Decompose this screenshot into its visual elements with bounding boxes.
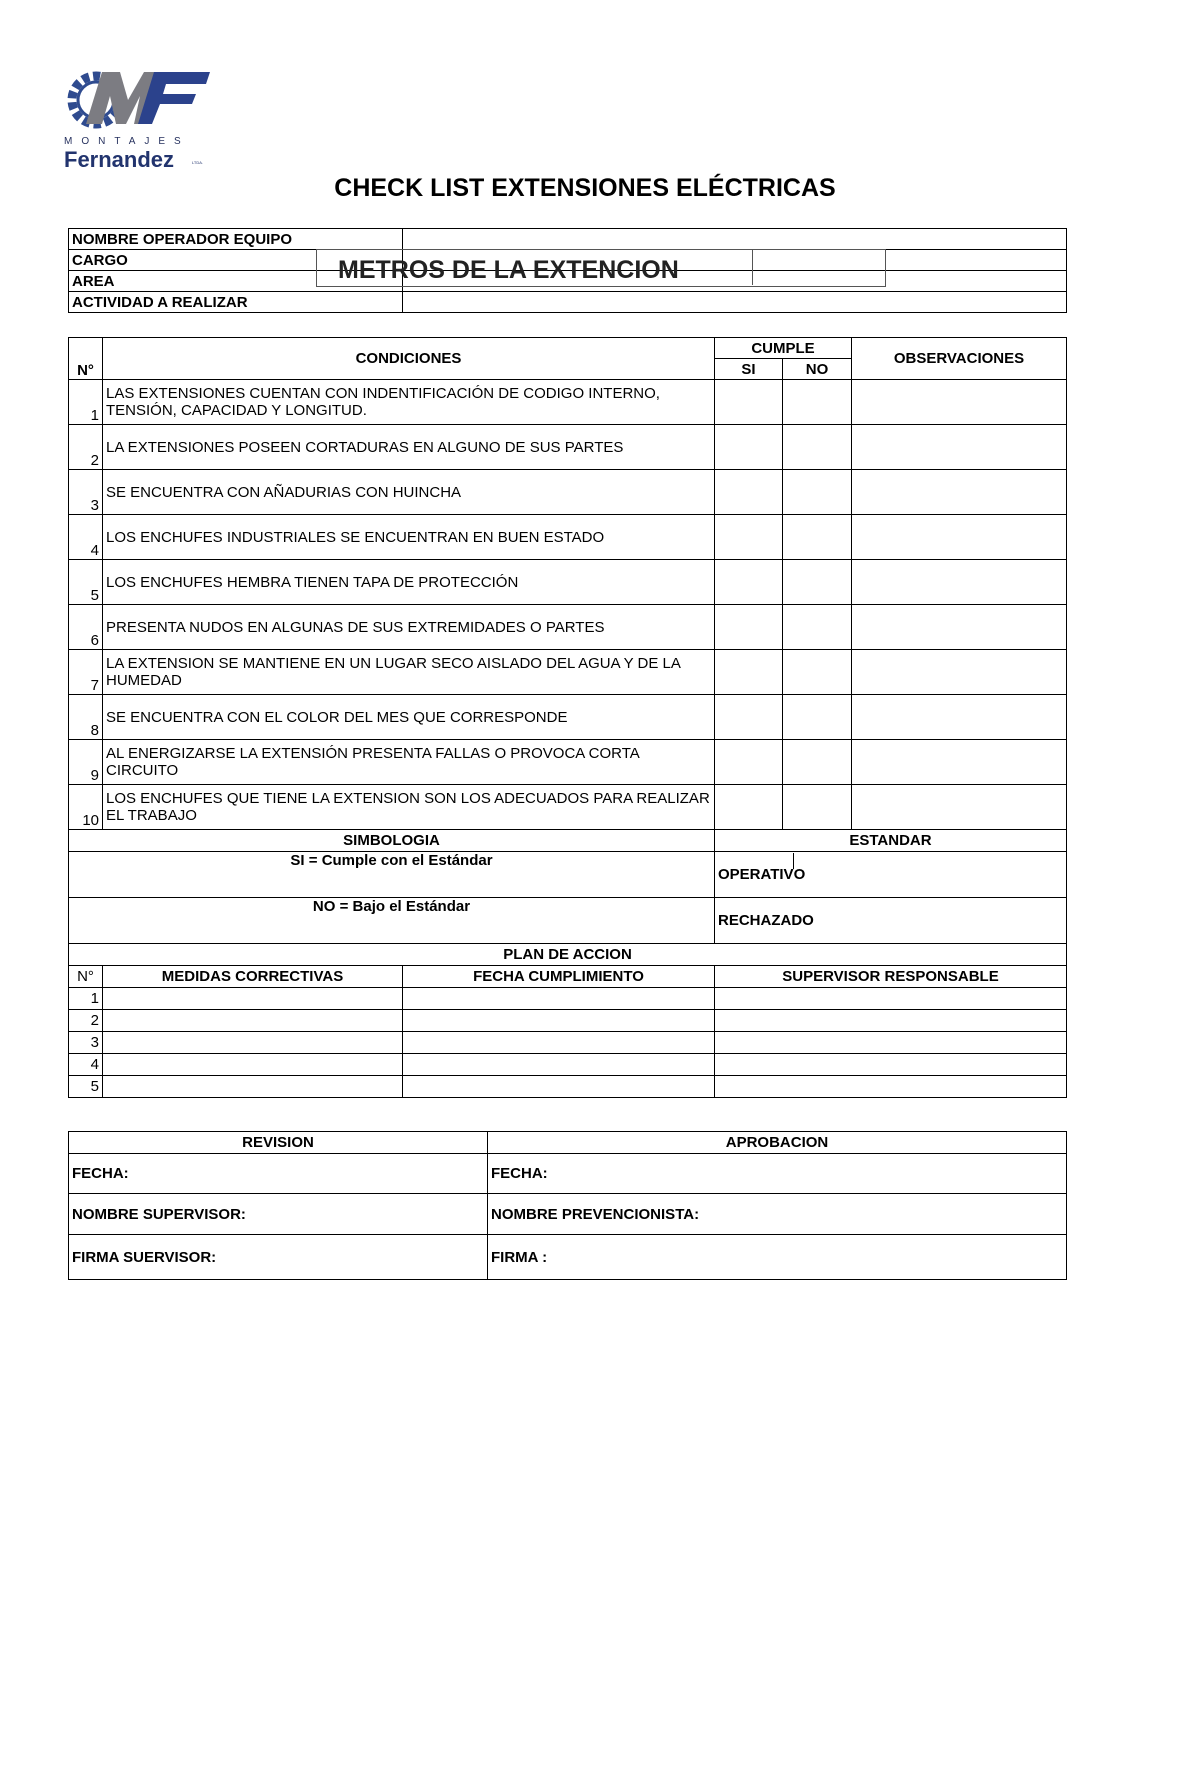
row-condition: PRESENTA NUDOS EN ALGUNAS DE SUS EXTREMIDADES O PARTES [103, 605, 715, 650]
table-row [69, 560, 1067, 605]
no-cell[interactable] [783, 695, 852, 740]
no-legend: NO = Bajo el Estándar [69, 898, 715, 944]
row-condition: LOS ENCHUFES HEMBRA TIENEN TAPA DE PROTECCIÓN [103, 560, 715, 605]
row-number: 3 [69, 470, 103, 515]
col-si-header: SI [715, 359, 783, 380]
revision-fecha[interactable]: FECHA: [69, 1154, 488, 1194]
page-title: CHECK LIST EXTENSIONES ELÉCTRICAS [334, 174, 836, 202]
firma-supervisor[interactable]: FIRMA SUERVISOR: [69, 1235, 488, 1280]
firma-aprobacion[interactable]: FIRMA : [488, 1235, 1067, 1280]
row-number: 4 [69, 515, 103, 560]
medidas-cell[interactable] [103, 1010, 403, 1032]
plan-row-number: 3 [69, 1032, 103, 1054]
fecha-cell[interactable] [403, 1032, 715, 1054]
col-condiciones-header: CONDICIONES [103, 338, 715, 380]
table-row [69, 380, 1067, 425]
row-number: 1 [69, 380, 103, 425]
table-row [69, 785, 1067, 830]
si-cell[interactable] [715, 740, 783, 785]
supervisor-cell[interactable] [715, 1054, 1067, 1076]
operativo-label: OPERATIVO [715, 852, 1067, 898]
observation-cell[interactable] [852, 740, 1067, 785]
observation-cell[interactable] [852, 425, 1067, 470]
si-legend: SI = Cumple con el Estándar [69, 852, 715, 898]
table-row [69, 470, 1067, 515]
supervisor-cell[interactable] [715, 1076, 1067, 1098]
no-cell[interactable] [783, 650, 852, 695]
plan-row [69, 1010, 1067, 1032]
signoff-table [68, 1131, 1067, 1280]
no-cell[interactable] [783, 425, 852, 470]
medidas-cell[interactable] [103, 1032, 403, 1054]
no-cell[interactable] [783, 605, 852, 650]
fecha-cell[interactable] [403, 1076, 715, 1098]
aprobacion-header: APROBACION [488, 1132, 1067, 1154]
si-cell[interactable] [715, 560, 783, 605]
row-condition: LOS ENCHUFES QUE TIENE LA EXTENSION SON LOS ADECUADOS PARA REALIZAR EL TRABAJO [103, 785, 715, 830]
fecha-cell[interactable] [403, 988, 715, 1010]
si-cell[interactable] [715, 650, 783, 695]
observation-cell[interactable] [852, 470, 1067, 515]
plan-row-number: 2 [69, 1010, 103, 1032]
plan-row [69, 1076, 1067, 1098]
supervisor-cell[interactable] [715, 1032, 1067, 1054]
row-condition: LA EXTENSION SE MANTIENE EN UN LUGAR SECO AISLADO DEL AGUA Y DE LA HUMEDAD [103, 650, 715, 695]
plan-col-fecha: FECHA CUMPLIMIENTO [403, 966, 715, 988]
row-number: 6 [69, 605, 103, 650]
si-cell[interactable] [715, 605, 783, 650]
table-row [69, 695, 1067, 740]
metros-label: METROS DE LA EXTENCION [338, 256, 679, 284]
simbologia-header: SIMBOLOGIA [69, 830, 715, 852]
row-number: 7 [69, 650, 103, 695]
plan-col-medidas: MEDIDAS CORRECTIVAS [103, 966, 403, 988]
logo-subtitle: MONTAJES [64, 136, 190, 147]
medidas-cell[interactable] [103, 988, 403, 1010]
plan-row [69, 1032, 1067, 1054]
row-condition: AL ENERGIZARSE LA EXTENSIÓN PRESENTA FALLAS O PROVOCA CORTA CIRCUITO [103, 740, 715, 785]
medidas-cell[interactable] [103, 1076, 403, 1098]
supervisor-cell[interactable] [715, 988, 1067, 1010]
si-cell[interactable] [715, 695, 783, 740]
table-row [69, 740, 1067, 785]
col-no-header: N° [69, 338, 103, 380]
fecha-cell[interactable] [403, 1010, 715, 1032]
plan-col-supervisor: SUPERVISOR RESPONSABLE [715, 966, 1067, 988]
estandar-tick-mark [793, 853, 794, 869]
aprobacion-fecha[interactable]: FECHA: [488, 1154, 1067, 1194]
no-cell[interactable] [783, 785, 852, 830]
observation-cell[interactable] [852, 380, 1067, 425]
observation-cell[interactable] [852, 695, 1067, 740]
table-row [69, 605, 1067, 650]
table-row [69, 650, 1067, 695]
fecha-cell[interactable] [403, 1054, 715, 1076]
row-number: 5 [69, 560, 103, 605]
col-cumple-header: CUMPLE [715, 338, 852, 359]
si-cell[interactable] [715, 425, 783, 470]
nombre-prevencionista[interactable]: NOMBRE PREVENCIONISTA: [488, 1194, 1067, 1235]
rechazado-label: RECHAZADO [715, 898, 1067, 944]
plan-title: PLAN DE ACCION [69, 944, 1067, 966]
col-no-answer-header: NO [783, 359, 852, 380]
actividad-label: ACTIVIDAD A REALIZAR [69, 292, 403, 313]
plan-row-number: 4 [69, 1054, 103, 1076]
col-observaciones-header: OBSERVACIONES [852, 338, 1067, 380]
no-cell[interactable] [783, 740, 852, 785]
logo-name: Fernandez [64, 147, 175, 172]
operador-value[interactable] [403, 229, 1067, 250]
actividad-value[interactable] [403, 292, 1067, 313]
observation-cell[interactable] [852, 650, 1067, 695]
si-cell[interactable] [715, 785, 783, 830]
nombre-supervisor[interactable]: NOMBRE SUPERVISOR: [69, 1194, 488, 1235]
table-row [69, 425, 1067, 470]
observation-cell[interactable] [852, 785, 1067, 830]
row-condition: LOS ENCHUFES INDUSTRIALES SE ENCUENTRAN EN BUEN ESTADO [103, 515, 715, 560]
row-condition: LA EXTENSIONES POSEEN CORTADURAS EN ALGUNO DE SUS PARTES [103, 425, 715, 470]
no-cell[interactable] [783, 515, 852, 560]
si-cell[interactable] [715, 515, 783, 560]
plan-row-number: 5 [69, 1076, 103, 1098]
row-condition: SE ENCUENTRA CON EL COLOR DEL MES QUE CORRESPONDE [103, 695, 715, 740]
no-cell[interactable] [783, 470, 852, 515]
row-number: 2 [69, 425, 103, 470]
row-number: 8 [69, 695, 103, 740]
table-row [69, 515, 1067, 560]
observation-cell[interactable] [852, 515, 1067, 560]
row-condition: LAS EXTENSIONES CUENTAN CON INDENTIFICACIÓN DE CODIGO INTERNO, TENSIÓN, CAPACIDAD Y LONGITUD. [103, 380, 715, 425]
checklist-table [68, 337, 1067, 1098]
plan-row [69, 1054, 1067, 1076]
estandar-header: ESTANDAR [715, 830, 1067, 852]
operador-label: NOMBRE OPERADOR EQUIPO [69, 229, 403, 250]
logo-suffix: LTDA. [192, 160, 204, 165]
supervisor-cell[interactable] [715, 1010, 1067, 1032]
revision-header: REVISION [69, 1132, 488, 1154]
row-number: 10 [69, 785, 103, 830]
no-cell[interactable] [783, 380, 852, 425]
row-number: 9 [69, 740, 103, 785]
row-condition: SE ENCUENTRA CON AÑADURIAS CON HUINCHA [103, 470, 715, 515]
area-label: AREA [69, 271, 403, 292]
si-cell[interactable] [715, 470, 783, 515]
plan-row-number: 1 [69, 988, 103, 1010]
medidas-cell[interactable] [103, 1054, 403, 1076]
no-cell[interactable] [783, 560, 852, 605]
observation-cell[interactable] [852, 605, 1067, 650]
si-cell[interactable] [715, 380, 783, 425]
observation-cell[interactable] [852, 560, 1067, 605]
metros-box-divider [752, 249, 753, 285]
cargo-label: CARGO [69, 250, 403, 271]
plan-row [69, 988, 1067, 1010]
plan-col-no: N° [69, 966, 103, 988]
